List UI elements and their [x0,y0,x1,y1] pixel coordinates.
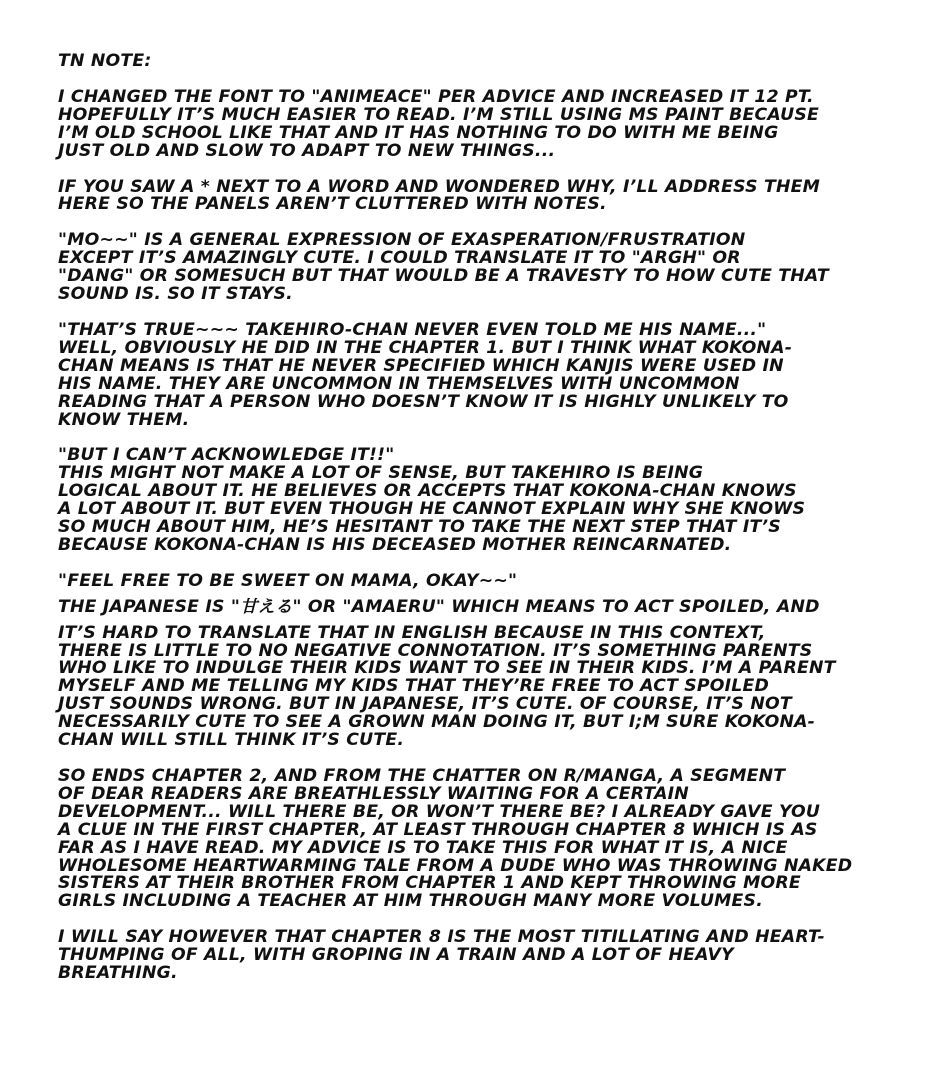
text-line: HERE SO THE PANELS AREN’T CLUTTERED WITH NOTES. [58,194,607,214]
text-line: NECESSARILY CUTE TO SEE A GROWN MAN DOING IT, BUT I;M SURE KOKONA- [58,712,816,732]
text-line: SISTERS AT THEIR BROTHER FROM CHAPTER 1 AND KEPT THROWING MORE [58,873,801,893]
text-line: "THAT’S TRUE~~~ TAKEHIRO-CHAN NEVER EVEN TOLD ME HIS NAME..." [58,319,767,339]
paragraph-asterisk [58,178,932,214]
paragraph-sweet-a [58,598,932,616]
paragraph-mo [58,231,932,303]
paragraph-acknowledge [58,446,932,553]
text-line: BECAUSE KOKONA-CHAN IS HIS DECEASED MOTHER REINCARNATED. [58,534,732,554]
text-line: READING THAT A PERSON WHO DOESN’T KNOW IT IS HIGHLY UNLIKELY TO [58,391,789,411]
text-line: "FEEL FREE TO BE SWEET ON MAMA, OKAY~~" [58,570,518,590]
text-line: MYSELF AND ME TELLING MY KIDS THAT THEY’RE FREE TO ACT SPOILED [58,676,770,696]
text-line: I CHANGED THE FONT TO "ANIMEACE" PER ADVICE AND INCREASED IT 12 PT. [58,86,814,106]
text-line: SOUND IS. SO IT STAYS. [58,284,293,304]
note-paragraphs [58,88,932,982]
paragraph-name [58,321,932,428]
text-line: WELL, OBVIOUSLY HE DID IN THE CHAPTER 1. BUT I THINK WHAT KOKONA- [58,337,793,357]
text-line: HOPEFULLY IT’S MUCH EASIER TO READ. I’M STILL USING MS PAINT BECAUSE [58,104,820,124]
text-line: THUMPING OF ALL, WITH GROPING IN A TRAIN AND A LOT OF HEAVY [58,945,734,965]
text-line: A LOT ABOUT IT. BUT EVEN THOUGH HE CANNOT EXPLAIN WHY SHE KNOWS [58,499,806,519]
text-line: GIRLS INCLUDING A TEACHER AT HIM THROUGH MANY MORE VOLUMES. [58,891,763,911]
text-line: A CLUE IN THE FIRST CHAPTER, AT LEAST THROUGH CHAPTER 8 WHICH IS AS [58,819,818,839]
text-line: HIS NAME. THEY ARE UNCOMMON IN THEMSELVES WITH UNCOMMON [58,373,740,393]
text-line: "MO~~" IS A GENERAL EXPRESSION OF EXASPERATION/FRUSTRATION [58,230,746,250]
paragraph-sweet-quote [58,572,932,590]
text-line: THIS MIGHT NOT MAKE A LOT OF SENSE, BUT TAKEHIRO IS BEING [58,463,704,483]
text-line: FAR AS I HAVE READ. MY ADVICE IS TO TAKE THIS FOR WHAT IT IS, A NICE [58,837,788,857]
paragraph-chapter-8 [58,928,932,982]
text-line: BREATHING. [58,963,178,983]
text-line: DEVELOPMENT... WILL THERE BE, OR WON’T THERE BE? I ALREADY GAVE YOU [58,801,821,821]
text-line: THE JAPANESE IS "甘える" OR "AMAERU" WHICH MEANS TO ACT SPOILED, AND [58,596,820,616]
note-text-block [58,52,932,1000]
paragraph-font [58,88,932,160]
note-title [58,52,932,70]
text-line: I’M OLD SCHOOL LIKE THAT AND IT HAS NOTHING TO DO WITH ME BEING [58,122,779,142]
text-line: CHAN WILL STILL THINK IT’S CUTE. [58,730,405,750]
text-line: "BUT I CAN’T ACKNOWLEDGE IT!!" [58,445,395,465]
text-line: SO ENDS CHAPTER 2, AND FROM THE CHATTER ON R/MANGA, A SEGMENT [58,766,786,785]
text-line: EXCEPT IT’S AMAZINGLY CUTE. I COULD TRANSLATE IT TO "ARGH" OR [58,248,741,268]
text-line: THERE IS LITTLE TO NO NEGATIVE CONNOTATION. IT’S SOMETHING PARENTS [58,640,813,660]
note-title-text: TN NOTE: [58,51,152,70]
text-line: "DANG" OR SOMESUCH BUT THAT WOULD BE A TRAVESTY TO HOW CUTE THAT [58,266,829,286]
text-line: JUST SOUNDS WRONG. BUT IN JAPANESE, IT’S CUTE. OF COURSE, IT’S NOT [58,694,792,714]
text-line: IT’S HARD TO TRANSLATE THAT IN ENGLISH BECAUSE IN THIS CONTEXT, [58,622,766,642]
text-line: OF DEAR READERS ARE BREATHLESSLY WAITING FOR A CERTAIN [58,783,689,803]
text-line: WHOLESOME HEARTWARMING TALE FROM A DUDE WHO WAS THROWING NAKED [58,855,853,875]
text-line: LOGICAL ABOUT IT. HE BELIEVES OR ACCEPTS THAT KOKONA-CHAN KNOWS [58,481,797,501]
text-line: SO MUCH ABOUT HIM, HE’S HESITANT TO TAKE THE NEXT STEP THAT IT’S [58,517,781,537]
text-line: KNOW THEM. [58,409,190,429]
text-line: I WILL SAY HOWEVER THAT CHAPTER 8 IS THE MOST TITILLATING AND HEART- [58,927,825,947]
paragraph-sweet-b [58,624,932,749]
paragraph-chapter-end [58,767,932,910]
text-line: IF YOU SAW A * NEXT TO A WORD AND WONDERED WHY, I’LL ADDRESS THEM [58,176,821,196]
text-line: WHO LIKE TO INDULGE THEIR KIDS WANT TO SEE IN THEIR KIDS. I’M A PARENT [58,658,836,678]
text-line: CHAN MEANS IS THAT HE NEVER SPECIFIED WHICH KANJIS WERE USED IN [58,355,784,375]
text-line: JUST OLD AND SLOW TO ADAPT TO NEW THINGS... [58,140,556,160]
